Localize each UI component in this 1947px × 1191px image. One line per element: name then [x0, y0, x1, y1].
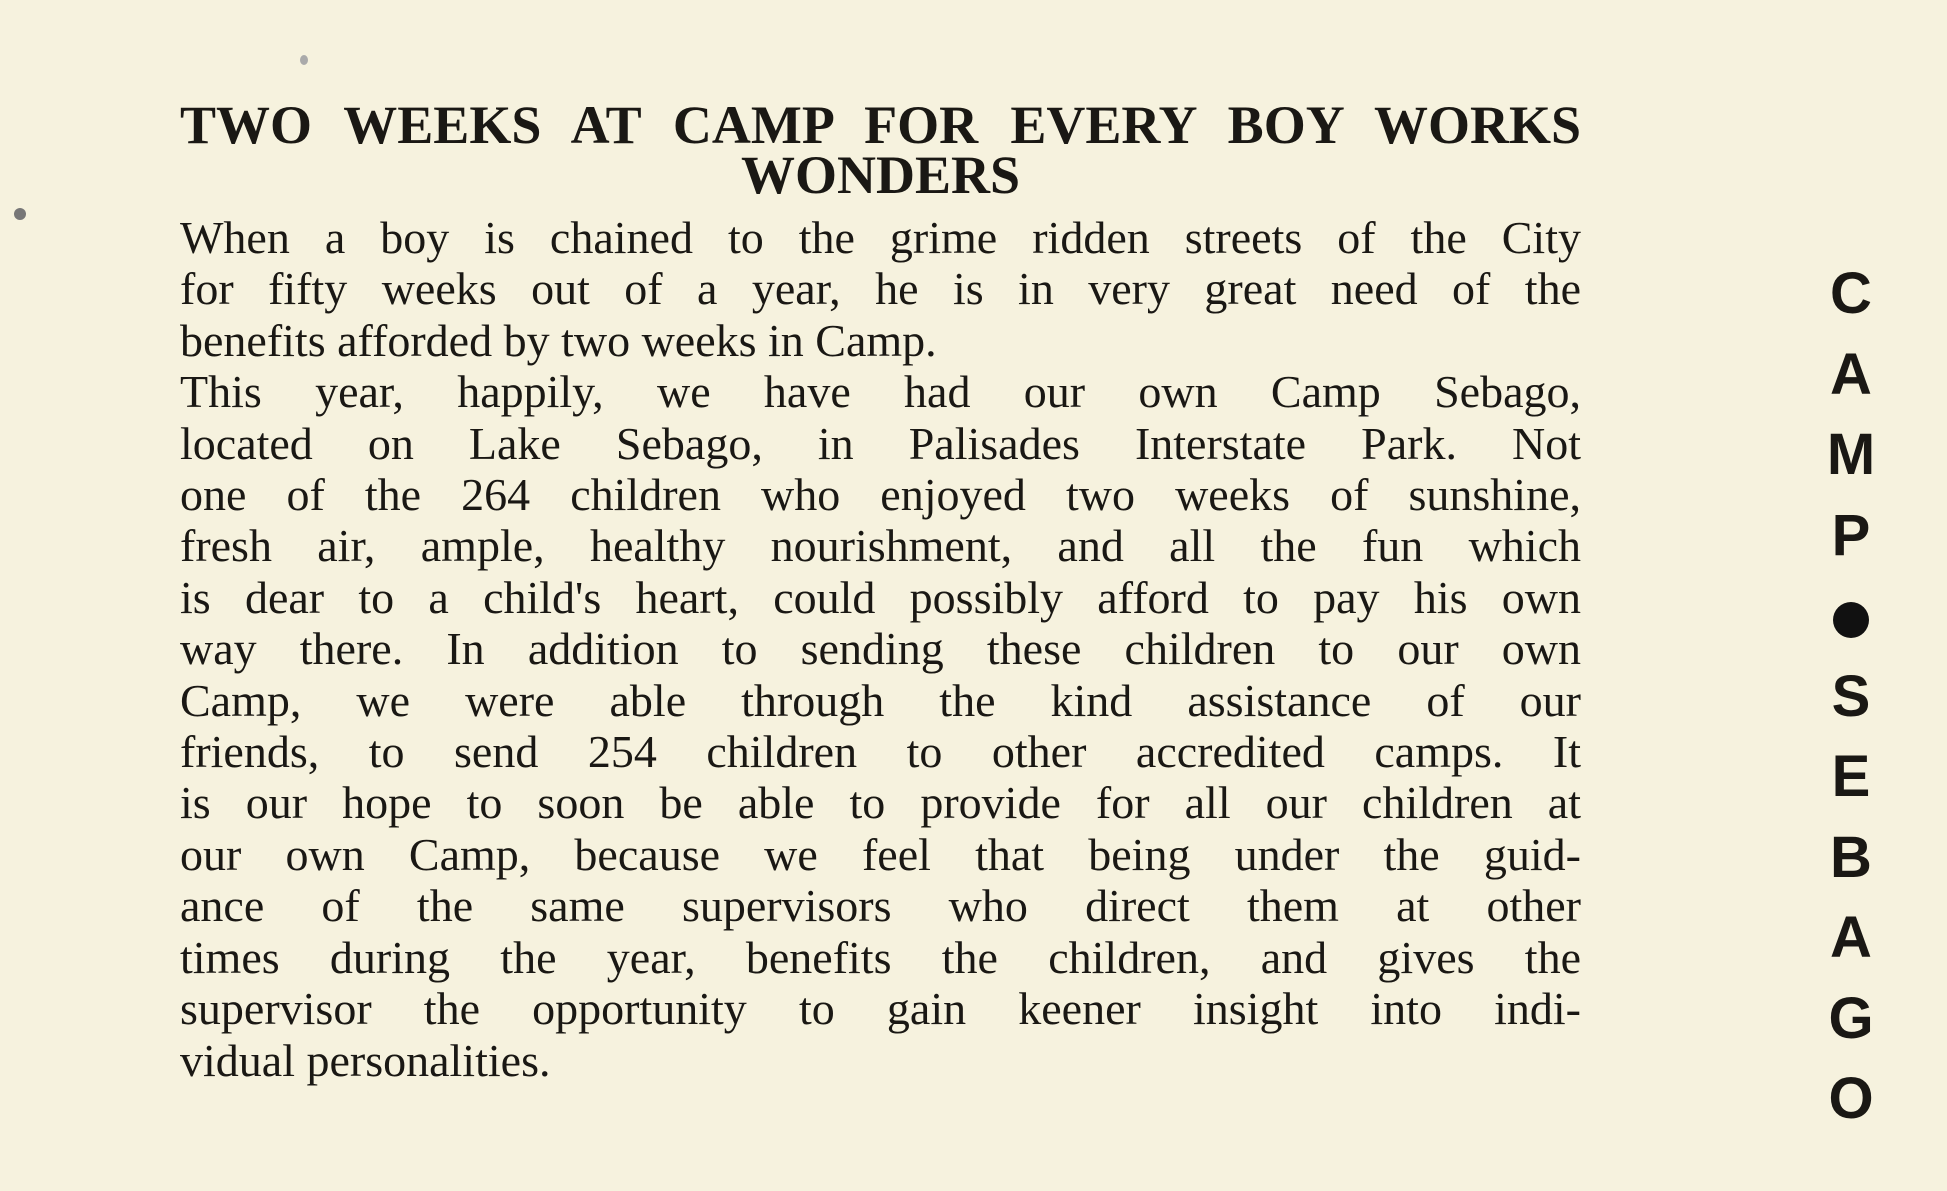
side-letter: C — [1830, 261, 1872, 326]
body-line: supervisor the opportunity to gain keener insight into indi- — [180, 983, 1581, 1035]
side-letter: O — [1828, 1066, 1874, 1131]
side-letter: P — [1831, 502, 1871, 568]
bullet-dot-icon — [1811, 576, 1891, 657]
body-line: our own Camp, because we feel that being under the guid- — [180, 828, 1581, 880]
body-line: vidual personalities. — [180, 1034, 551, 1086]
side-letter: M — [1826, 422, 1876, 487]
body-line: one of the 264 children who enjoyed two weeks of sunshine, — [180, 469, 1581, 521]
body-line: fresh air, ample, healthy nourishment, and all the fun which — [180, 520, 1581, 572]
body-line: This year, happily, we have had our own Camp Sebago, — [180, 366, 1581, 418]
side-letter: E — [1831, 744, 1871, 809]
body-line: for fifty weeks out of a year, he is in very great need of the — [180, 263, 1581, 315]
body-line: located on Lake Sebago, in Palisades Interstate Park. Not — [180, 417, 1581, 469]
side-letter: A — [1830, 905, 1872, 970]
side-label-camp-sebago — [1811, 254, 1891, 1140]
body-line: is dear to a child's heart, could possibly afford to pay his own — [180, 571, 1581, 623]
side-letter: S — [1831, 663, 1871, 729]
body-line: ance of the same supervisors who direct them at other — [180, 880, 1581, 932]
heading — [180, 95, 1581, 205]
body-line: friends, to send 254 children to other accredited camps. It — [180, 726, 1581, 778]
paper-speck — [14, 208, 26, 220]
body-line: When a boy is chained to the grime ridden streets of the City — [180, 212, 1581, 263]
body-line: is our hope to soon be able to provide for all our children at — [180, 777, 1581, 829]
body-line: way there. In addition to sending these children to our own — [180, 623, 1581, 675]
body-line: Camp, we were able through the kind assistance of our — [180, 674, 1581, 726]
body-line: times during the year, benefits the children, and gives the — [180, 931, 1581, 983]
side-letter: A — [1830, 341, 1872, 407]
heading-line-2: WONDERS — [740, 145, 1021, 205]
heading-line-1: TWO WEEKS AT CAMP FOR EVERY BOY WORKS — [180, 95, 1581, 155]
paper-speck — [300, 55, 308, 65]
body-text — [180, 212, 1581, 1086]
side-letter: B — [1830, 824, 1872, 890]
body-line: benefits afforded by two weeks in Camp. — [180, 314, 937, 366]
side-letter: G — [1828, 985, 1874, 1051]
